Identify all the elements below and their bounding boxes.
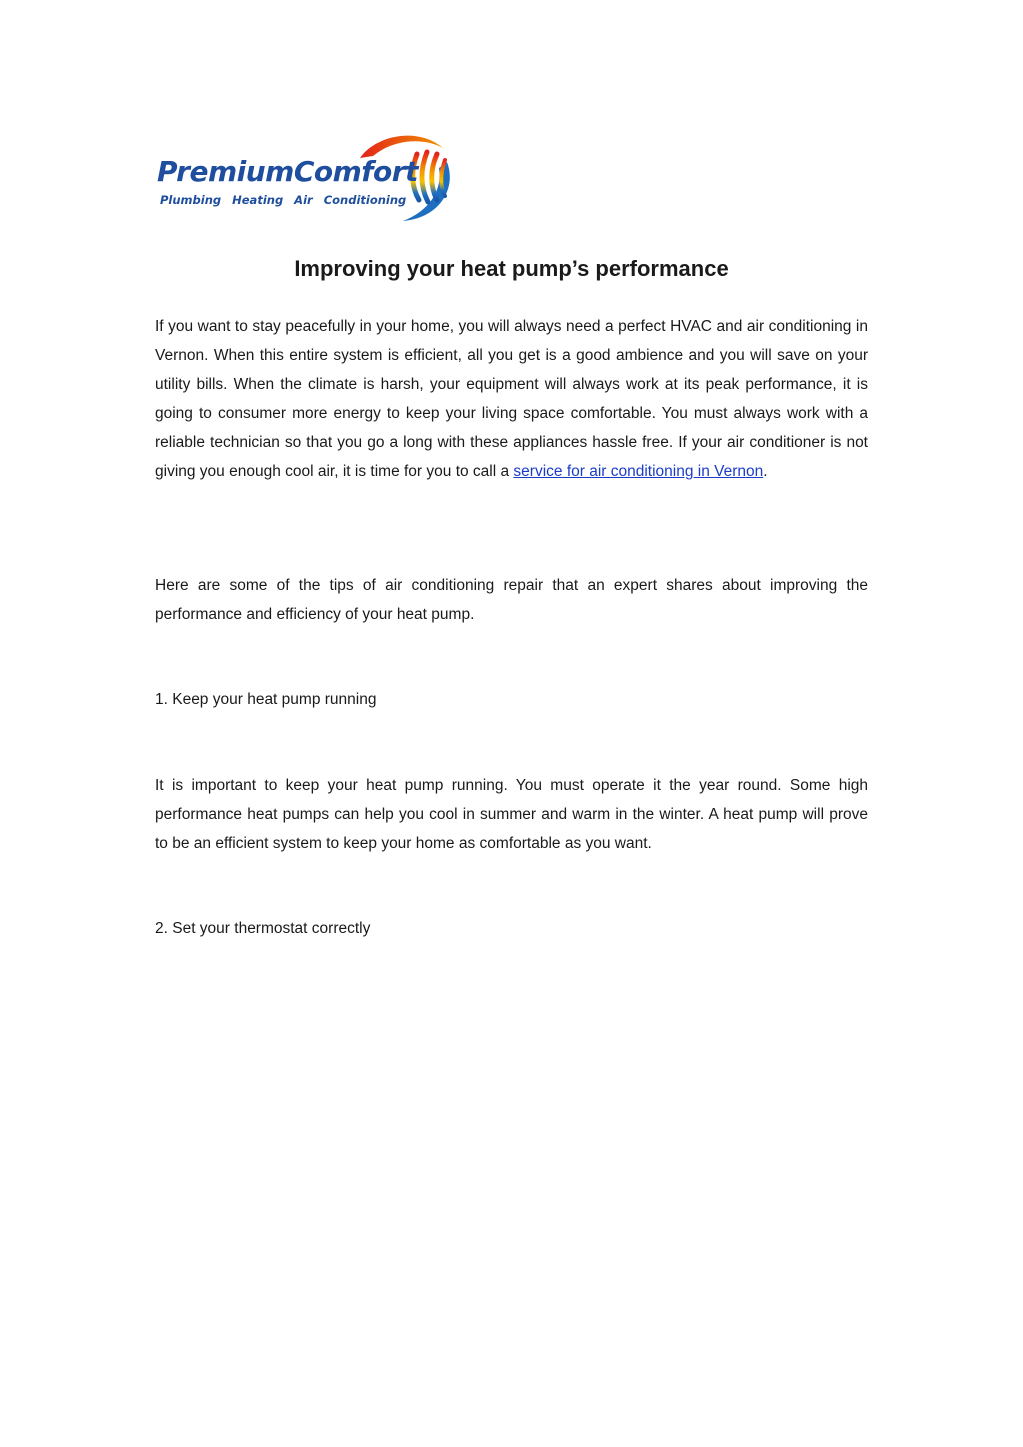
heading-keep-running: 1. Keep your heat pump running <box>155 691 377 708</box>
logo-tagline: Plumbing Heating Air Conditioning <box>160 193 407 207</box>
service-link[interactable]: service for air conditioning in Vernon <box>513 463 764 480</box>
premium-comfort-logo <box>155 128 455 224</box>
keep-running-paragraph: It is important to keep your heat pump running. You must operate it the year round. Some high performance heat pumps can help you cool in summer and warm in the winter. A heat pump will prove to be an efficient system to keep your home as comfortable as you want. <box>155 777 868 852</box>
intro-text-end: . <box>763 463 768 480</box>
logo-brand-text: PremiumComfort <box>157 155 418 188</box>
intro-paragraph <box>155 312 868 486</box>
tips-intro-paragraph: Here are some of the tips of air conditioning repair that an expert shares about improving the performance and efficiency of your heat pump. <box>155 577 868 623</box>
intro-text: If you want to stay peacefully in your home, you will always need a perfect HVAC and air conditioning in Vernon. When this entire system is efficient, all you get is a good ambience and you will save on your utility bills. When the climate is harsh, your equipment will always work at its peak performance, it is going to consumer more energy to keep your living space comfortable. You must always work with a reliable technician so that you go a long with these appliances hassle free. If your air conditioner is not giving you enough cool air, it is time for you to call a <box>155 318 868 480</box>
document-title: Improving your heat pump’s performance <box>294 256 729 281</box>
heading-set-thermostat: 2. Set your thermostat correctly <box>155 920 371 937</box>
